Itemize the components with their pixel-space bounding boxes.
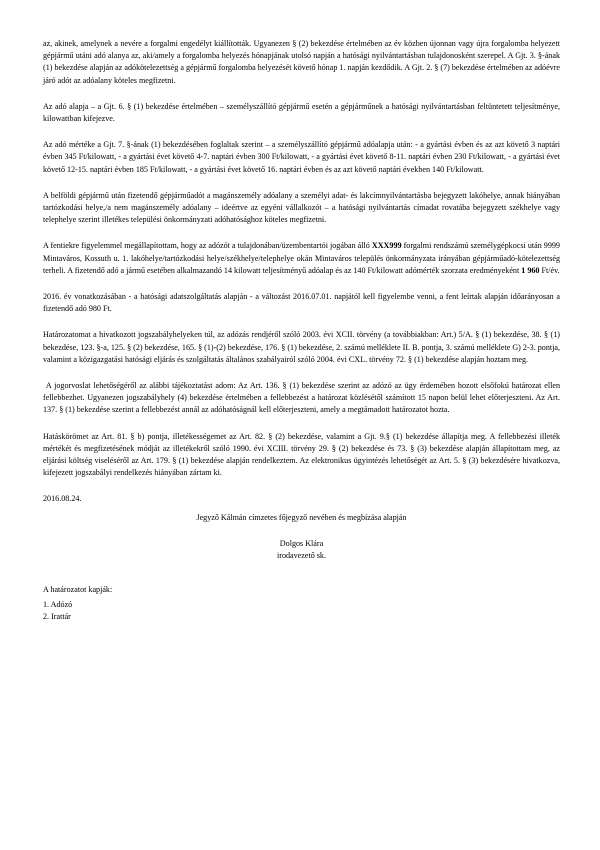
determination-text-c: Ft/év. bbox=[539, 265, 560, 275]
signer-name: Dolgos Klára bbox=[279, 538, 324, 548]
document-date: 2016.08.24. bbox=[43, 494, 82, 504]
paragraph-tax-base: Az adó alapja – a Gjt. 6. § (1) bekezdése értelmében – személyszállító gépjármű esetén a gépjárműnek a hatósági nyilvántartásban feltüntetett teljesítménye, kilowattban kifejezve. bbox=[43, 101, 560, 124]
recipients-block bbox=[43, 584, 560, 623]
annual-tax-amount: 1 960 bbox=[521, 265, 540, 275]
authority-line: Jegyző Kálmán címzetes főjegyző nevében és megbízása alapján bbox=[196, 512, 407, 522]
determination-text-a: A fentiekre figyelemmel megállapítottam, hogy az adózót a tulajdonában/üzembentartói jogában álló bbox=[43, 241, 372, 251]
paragraph-competence: Hatáskörömet az Art. 81. § b) pontja, illetékességemet az Art. 82. § (2) bekezdése, valamint a Gjt. 9.§ (1) bekezdése állapítja meg. A fellebbezési illeték mértékét és megfizetésének módját az illetékekről szóló 1990. évi XCIII. törvény 29. § (2) bekezdése és 73. § (3) bekezdése alapján állapítottam meg, az eljárási költség viseléséről az Art. 179. § (1) bekezdése alapján rendelkeztem. Az elektronikus ügyintézés lehetőségét az Art. 5. § (3) bekezdésére hivatkozva, kifejezett jogszabályi rendelkezés hiányában zártam ki. bbox=[43, 431, 560, 478]
document-page bbox=[43, 38, 560, 623]
paragraph-legal-basis: Határozatomat a hivatkozott jogszabályhelyeken túl, az adózás rendjéről szóló 2003. évi XCII. törvény (a továbbiakban: Art.) 5/A. § (1) bekezdése, 38. § (1) bekezdése, 123. §-a, 125. § (2) bekezdése, 165. § (1)-(2) bekezdése, 176. § (1) bekezdése, 2. számú melléklete II. B. pontja, 3. számú melléklete G) 2-3. pontja, valamint a közigazgatási hatósági eljárás és szolgáltatás általános szabályairól szóló 2004. évi CXL. törvény 72. § (1) bekezdése alapján hoztam meg. bbox=[43, 330, 560, 364]
determination-text-b: forgalmi rendszámú személygépkocsi után 9999 Mintaváros, Kossuth u. 1. lakóhelye/tartózkodási helye/székhelye/telephelye okán Mintaváros település önkormányzata irányában gépjárműadó-kötelezettség terheli. A fizetendő adó a jármű esetében alkalmazandó 14 kilowatt teljesítményű adóalap és az 140 Ft/kilowatt adómérték szorzata eredményeként bbox=[43, 241, 560, 275]
signer-title: irodavezető sk. bbox=[277, 551, 326, 561]
paragraph-legal-remedy bbox=[43, 380, 560, 417]
recipient-item: 1. Adózó bbox=[43, 599, 73, 609]
paragraph-payment-place: A belföldi gépjármű után fizetendő gépjárműadót a magánszemély adóalany a személyi adat- és lakcímnyilvántartásba bejegyzett lakóhelye, annak hiányában tartózkodási helye,/a nem magánszemély adóalany – ideértve az egyéni vállalkozót – a hatósági nyilvántartás címadat rovatába bejegyzett székhelye vagy telephelye szerint illetékes települési önkormányzati adóhatósághoz köteles megfizetni. bbox=[43, 190, 560, 225]
paragraph-determination bbox=[43, 240, 560, 277]
paragraph-tax-subject: az, akinek, amelynek a nevére a forgalmi engedélyt kiállították. Ugyanezen § (2) bekezdése értelmében az év közben újonnan vagy újra forgalomba helyezett gépjármű utáni adó alanya az, aki/amely a forgalomba helyezés hónapjának utolsó napján a hatósági nyilvántartásban tulajdonosként szerepel. A Gjt. 3. §-ának (1) bekezdése alapján az adókötelezettség a gépjármű forgalomba helyezését követő hónap 1. napján kezdődik. A Gjt. 2. § (7) bekezdése értelmében az adóévre járó adót az adóalany köteles megfizetni. bbox=[43, 39, 560, 85]
paragraph-proportional-tax: 2016. év vonatkozásában - a hatósági adatszolgáltatás alapján - a változást 2016.07.01. napjától kell figyelembe venni, a fent leírtak alapján időarányosan a fizetendő adó 980 Ft. bbox=[43, 292, 560, 314]
signature-block bbox=[43, 512, 560, 563]
license-plate: XXX999 bbox=[371, 241, 402, 251]
recipient-item: 2. Irattár bbox=[43, 611, 71, 621]
paragraph-tax-rate: Az adó mértéke a Gjt. 7. §-ának (1) bekezdésében foglaltak szerint – a személyszállító gépjármű adóalapja után: - a gyártási évben és az azt követő 3 naptári évben 345 Ft/kilowatt, - a gyártási évet követő 4-7. naptári évben 300 Ft/kilowatt, - a gyártási évet követő 8-11. naptári évben 230 Ft/kilowatt, - a gyártási évet követő 12-15. naptári évben 185 Ft/kilowatt, - a gyártási évet követő 16. naptári évben és az azt követő naptári években 140 Ft/kilowatt. bbox=[43, 140, 560, 174]
legal-remedy-text: A jogorvoslat lehetőségéről az alábbi tájékoztatást adom: Az Art. 136. § (1) bekezdése szerint az adózó az ügy érdemében hozott elsőfokú határozat ellen fellebbezhet. Ugyanezen jogszabályhely (4) bekezdése értelmében a fellebbezést a határozat közlésétől számított 15 napon belül lehet előterjeszteni. Az Art. 137. § (1) bekezdése szerint a fellebbezést annál az adóhatóságnál kell előterjeszteni, amely a megtámadott határozatot hozta. bbox=[43, 381, 560, 415]
recipients-heading: A határozatot kapják: bbox=[43, 585, 113, 595]
